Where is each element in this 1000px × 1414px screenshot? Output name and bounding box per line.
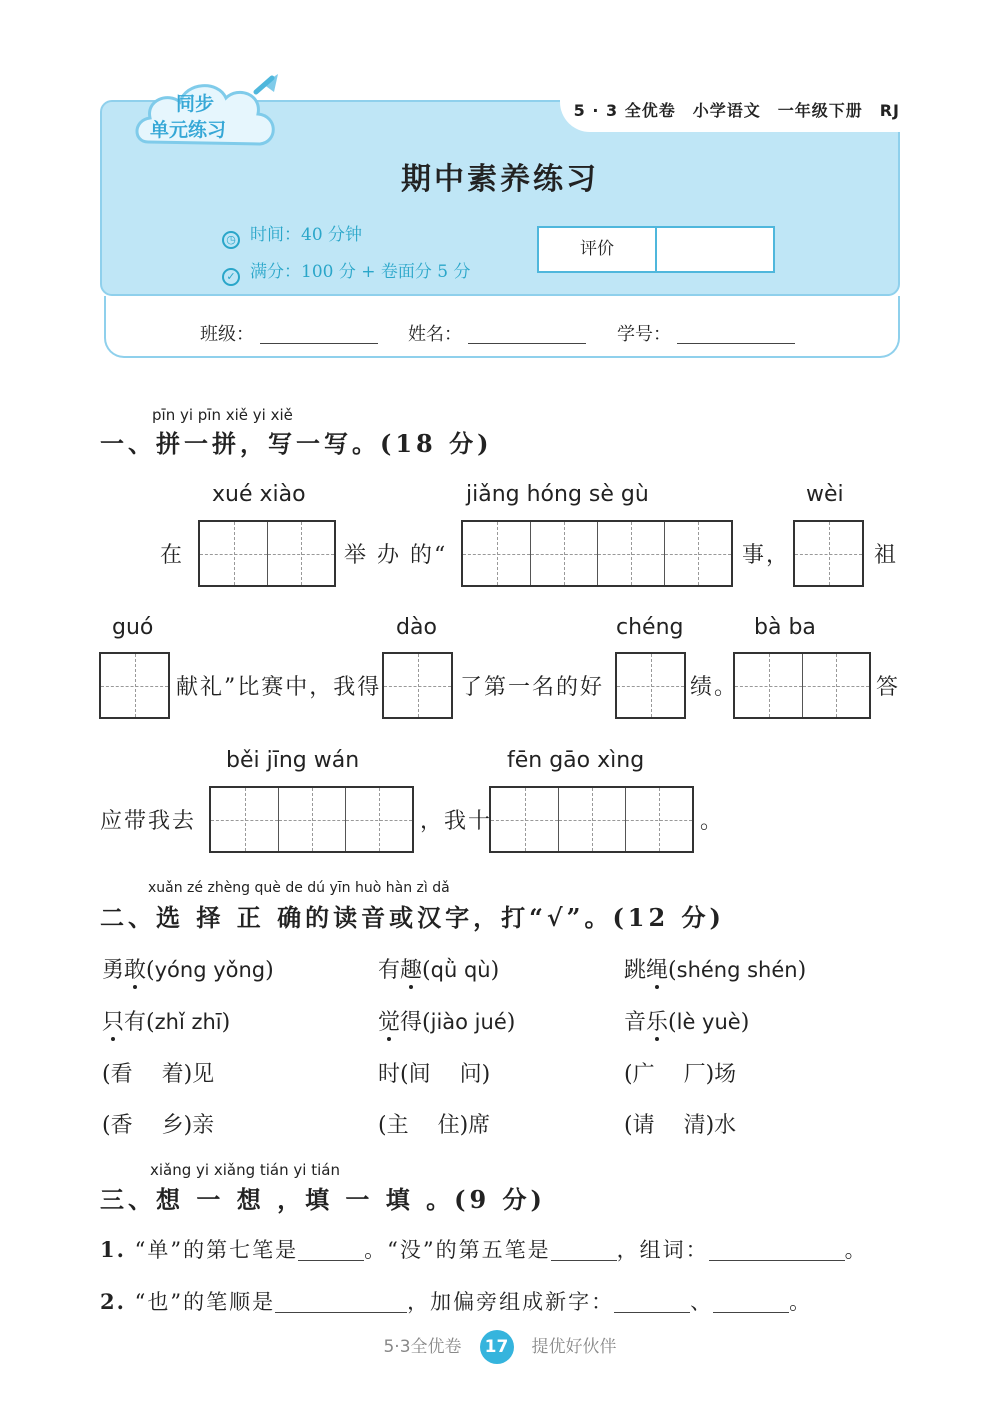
number-field[interactable] (617, 320, 795, 346)
pinyin-cheng: chéng (616, 615, 684, 640)
section3-heading: 三、想 一 想 ，填 一 填 。(9 分) (100, 1185, 546, 1214)
evaluation-box[interactable] (537, 226, 775, 273)
pinyin-beijingwan: běi jīng wán (226, 748, 360, 773)
text-diyiming: 了第一名的好 (460, 675, 605, 700)
clock-icon: ◷ (222, 231, 240, 249)
badge-line1: 同步 (176, 93, 215, 115)
q1-blank-3[interactable] (709, 1260, 845, 1261)
q1-text-c: ，组词： (616, 1238, 709, 1262)
text-zai: 在 (160, 543, 185, 568)
choice-qingshui[interactable]: (请 清)水 (624, 1113, 737, 1138)
pinyin-jianghongsegu: jiǎng hóng sè gù (466, 482, 649, 507)
choice-yonggan[interactable]: 勇敢(yóng yǒng) (102, 958, 274, 983)
write-box-dao[interactable] (382, 652, 453, 719)
check-icon: ✓ (222, 268, 240, 286)
class-field[interactable] (200, 320, 378, 346)
page-title: 期中素养练习 (401, 162, 599, 197)
choice-zhuxi[interactable]: (主 住)席 (378, 1113, 491, 1138)
score-text: 满分：100 分 + 卷面分 5 分 (250, 262, 471, 282)
choice-youqu[interactable]: 有趣(qǜ qù) (378, 958, 500, 983)
pinyin-fengaoxing: fēn gāo xìng (507, 748, 645, 773)
write-box-cheng[interactable] (615, 652, 686, 719)
class-label: 班级： (200, 324, 254, 345)
q2-text-a: “也”的笔顺是 (134, 1290, 276, 1314)
footer-left: 5·3全优卷 (383, 1337, 462, 1357)
pinyin-dao: dào (396, 615, 437, 640)
write-box-xuexiao[interactable] (198, 520, 336, 587)
q1-text-a: “单”的第七笔是 (134, 1238, 299, 1262)
q2-blank-1[interactable] (275, 1312, 407, 1313)
text-ji: 绩。 (690, 675, 739, 700)
write-box-jianghongsegu[interactable] (461, 520, 733, 587)
choice-xiangqin[interactable]: (香 乡)亲 (102, 1113, 215, 1138)
name-label: 姓名： (408, 324, 462, 345)
name-line[interactable] (468, 343, 586, 344)
pinyin-guo: guó (112, 615, 154, 640)
pinyin-baba: bà ba (754, 615, 816, 640)
choice-guangchang[interactable]: (广 厂)场 (624, 1062, 737, 1087)
score-info (222, 257, 471, 286)
write-box-baba[interactable] (733, 652, 871, 719)
choice-tiaosheng[interactable]: 跳绳(shéng shén) (624, 958, 807, 983)
q2-text-b: ，加偏旁组成新字： (407, 1290, 615, 1314)
text-shi: 事， (742, 543, 791, 568)
class-line[interactable] (260, 343, 378, 344)
write-box-guo[interactable] (99, 652, 170, 719)
q2-blank-3[interactable] (713, 1312, 789, 1313)
text-jubande: 举 办 的“ (344, 543, 448, 568)
write-box-wei[interactable] (793, 520, 864, 587)
section2-heading-pinyin: xuǎn zé zhèng què de dú yīn huò hàn zì dǎ (148, 880, 450, 896)
question-2: 2. “也”的笔顺是 ，加偏旁组成新字： 、 。 (100, 1289, 813, 1314)
cloud-badge-icon (128, 72, 288, 164)
choice-zhiyou[interactable]: 只有(zhǐ zhī) (102, 1010, 231, 1035)
q1-text-b: 。“没”的第五笔是 (364, 1238, 551, 1262)
q1-number: 1. (100, 1237, 126, 1262)
time-text: 时间：40 分钟 (250, 225, 363, 245)
text-period: 。 (700, 809, 725, 834)
section2-heading: 二、选 择 正 确的读音或汉字，打“√”。(12 分) (100, 903, 725, 932)
pinyin-xuexiao: xué xiào (212, 482, 306, 507)
time-info (222, 220, 362, 249)
badge-line2: 单元练习 (150, 119, 227, 141)
q1-blank-2[interactable] (551, 1260, 617, 1261)
text-woshi: ，我十 (420, 809, 493, 834)
pinyin-wei: wèi (806, 482, 844, 507)
section1-heading: 一、拼一拼，写一写。(18 分) (100, 429, 493, 458)
choice-juede[interactable]: 觉得(jiào jué) (378, 1010, 516, 1035)
q1-blank-1[interactable] (298, 1260, 364, 1261)
page-number: 17 (480, 1330, 514, 1364)
footer-right: 提优好伙伴 (531, 1337, 617, 1357)
write-box-beijingwan[interactable] (209, 786, 414, 853)
text-yingdai: 应带我去 (100, 809, 197, 834)
write-box-fengaoxing[interactable] (489, 786, 694, 853)
choice-shijian[interactable]: 时(间 问) (378, 1062, 491, 1087)
text-zu: 祖 (874, 543, 899, 568)
section1-heading-pinyin: pīn yi pīn xiě yi xiě (152, 406, 293, 424)
choice-yinyue[interactable]: 音乐(lè yuè) (624, 1010, 750, 1035)
section3-heading-pinyin: xiǎng yi xiǎng tián yi tián (150, 1161, 340, 1179)
evaluation-label: 评价 (539, 228, 657, 271)
choice-kanjian[interactable]: (看 着)见 (102, 1062, 215, 1087)
number-label: 学号： (617, 324, 671, 345)
q2-blank-2[interactable] (614, 1312, 690, 1313)
q2-number: 2. (100, 1289, 126, 1314)
text-da: 答 (876, 675, 901, 700)
question-1: 1. “单”的第七笔是 。“没”的第五笔是 ，组词： 。 (100, 1237, 868, 1262)
page-footer (0, 1330, 1000, 1364)
series-label: 5 · 3 全优卷 小学语文 一年级下册 RJ (573, 101, 900, 120)
text-xianli: 献礼”比赛中，我得 (176, 675, 382, 700)
name-field[interactable] (408, 320, 586, 346)
number-line[interactable] (677, 343, 795, 344)
